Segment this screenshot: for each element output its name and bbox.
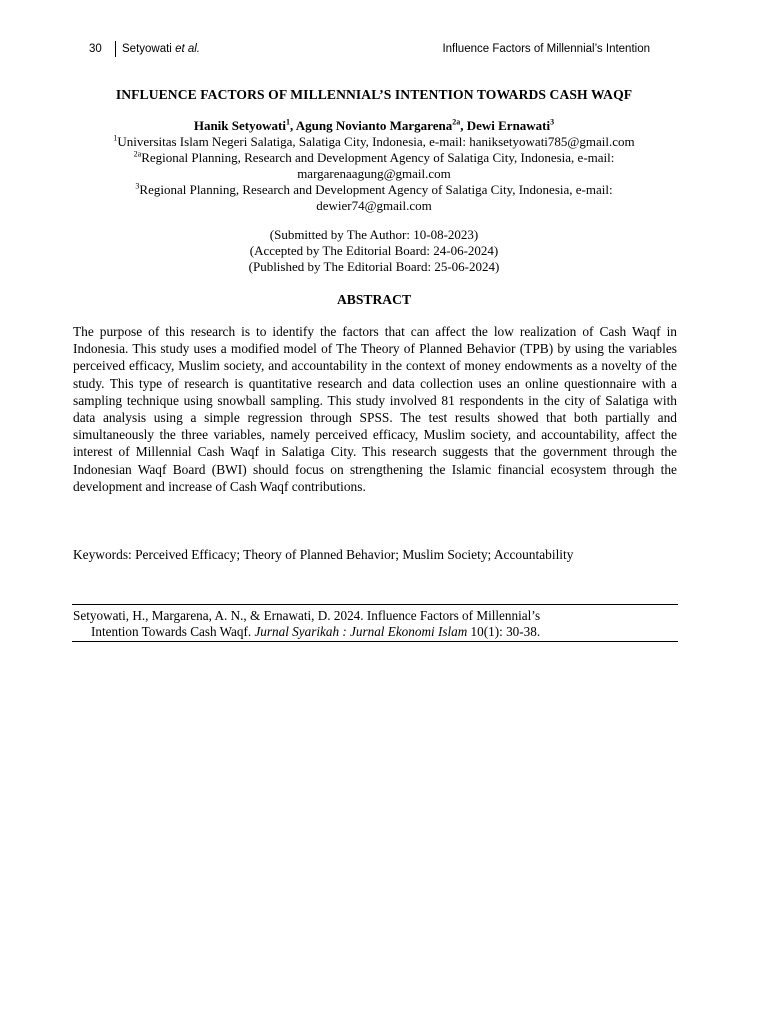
- accepted-date: (Accepted by The Editorial Board: 24-06-2024): [249, 243, 499, 258]
- running-title: Influence Factors of Millennial’s Intention: [442, 43, 650, 55]
- page-number: 30: [89, 43, 102, 55]
- affiliation-3: $^3$Regional Planning, Research and Development Agency of Salatiga City, Indonesia, e-mail: dewier74@gmail.com: [135, 181, 613, 213]
- author-name: Hanik Setyowati: [193, 118, 286, 133]
- submitted-date: (Submitted by The Author: 10-08-2023): [269, 227, 479, 242]
- running-header: [0, 43, 768, 59]
- citation-bottom-rule: [72, 641, 678, 642]
- author-sup: 3: [550, 117, 555, 127]
- journal-name: Jurnal Syarikah : Jurnal Ekonomi Islam: [254, 624, 468, 639]
- published-date: (Published by The Editorial Board: 25-06-2024): [248, 259, 500, 274]
- running-author-etal: et al.: [175, 43, 200, 55]
- author-sup: 1: [285, 117, 290, 127]
- affiliation-2: $^{2a}$Regional Planning, Research and Development Agency of Salatiga City, Indonesia, e-mail: margarenaagung@gmail.com: [133, 149, 615, 181]
- submission-dates: [0, 227, 748, 275]
- affiliation-1: $^1$Universitas Islam Negeri Salatiga, Salatiga City, Indonesia, e-mail: haniksetyowati785@gmail.com: [113, 133, 635, 149]
- header-divider: [115, 41, 116, 57]
- abstract-body: The purpose of this research is to identify the factors that can affect the low realization of Cash Waqf in Indonesia. This study uses a modified model of The Theory of Planned Behavior (TPB) by using the variables perceived efficacy, Muslim society, and accountability in the context of money endowments as a novelty of the study. This type of research is quantitative research and data collection uses an online questionnaire with a sampling technique using snowball sampling. This study involved 81 respondents in the city of Salatiga with data analysis using a simple regression through SPSS. The test results showed that both partially and simultaneously the three variables, namely perceived efficacy, Muslim society, and accountability, affect the interest of Millennial Cash Waqf in Salatiga City. This research suggests that the government through the Indonesian Waqf Board (BWI) should focus on strengthening the Islamic financial ecosystem through the development and increase of Cash Waqf contributions.: [73, 324, 677, 494]
- paper-title: INFLUENCE FACTORS OF MILLENNIAL’S INTENTION TOWARDS CASH WAQF: [115, 87, 633, 102]
- abstract-heading: ABSTRACT: [336, 292, 412, 307]
- author-sup: 2a: [452, 117, 461, 127]
- citation-top-rule: [72, 604, 678, 605]
- running-author: Setyowati et al.: [122, 43, 200, 55]
- author-name: Agung Novianto Margarena: [295, 118, 453, 133]
- author-list: Hanik Setyowati$^1$, Agung Novianto Margarena$^{2a}$, Dewi Ernawati$^3$: [193, 117, 555, 133]
- citation: Setyowati, H., Margarena, A. N., & Ernawati, D. 2024. Influence Factors of Millennial’s Intention Towards Cash Waqf. Jurnal Syarikah : Jurnal Ekonomi Islam 10(1): 30-38.: [73, 608, 541, 639]
- keywords: Keywords: Perceived Efficacy; Theory of Planned Behavior; Muslim Society; Accountability: [73, 547, 574, 562]
- author-name: Dewi Ernawati: [466, 118, 551, 133]
